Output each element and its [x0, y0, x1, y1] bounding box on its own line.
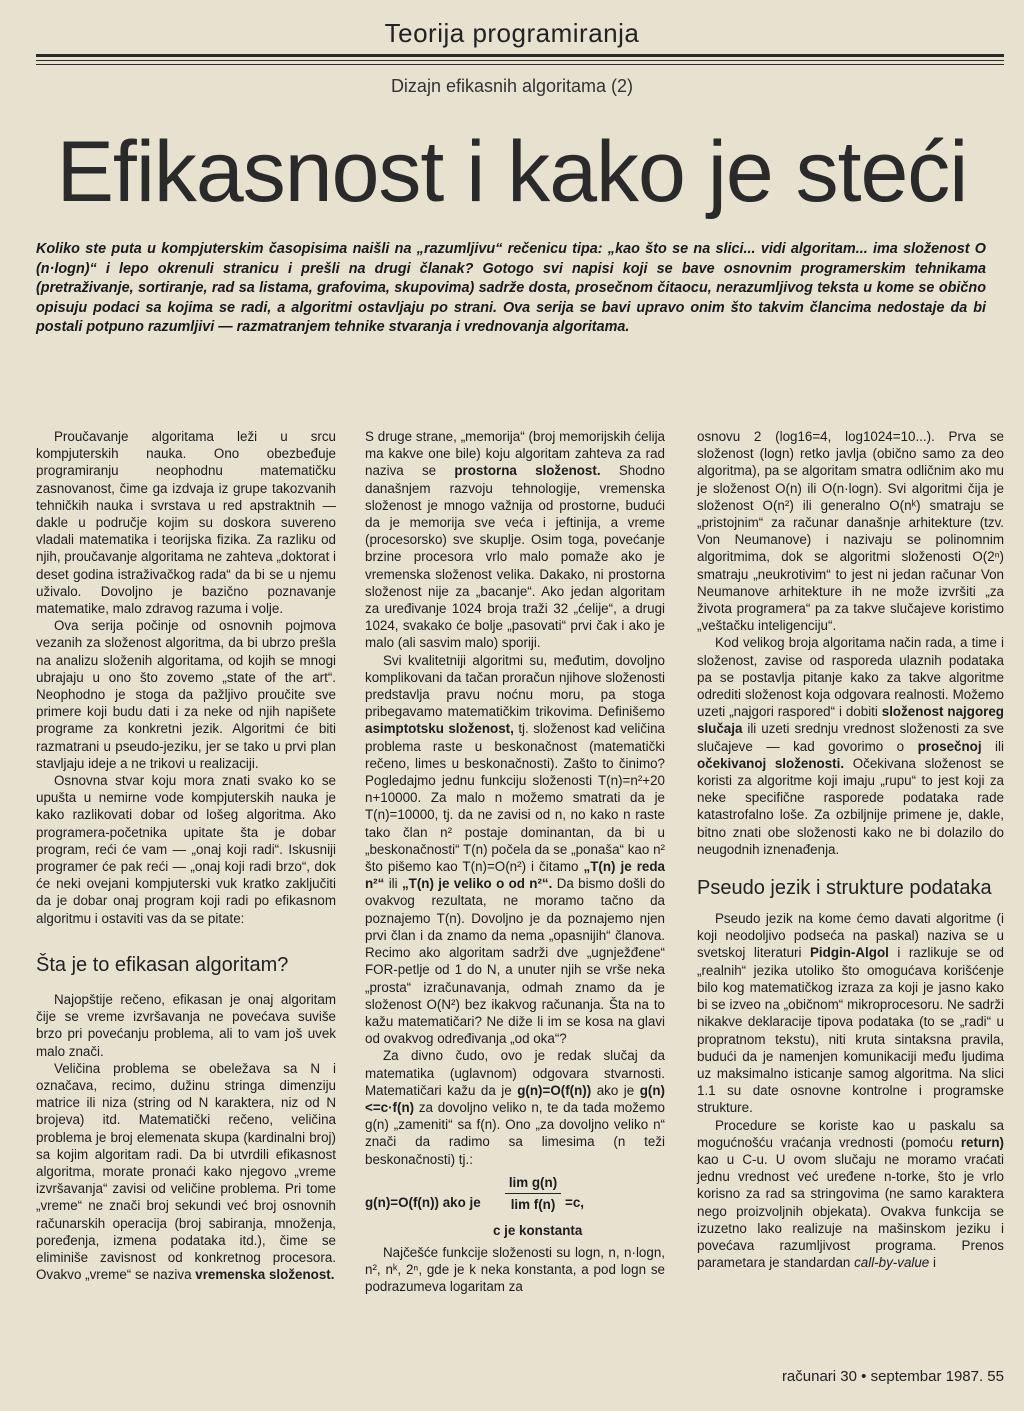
section-header: Teorija programiranja [384, 18, 640, 48]
paragraph [365, 652, 665, 1048]
text: i razlikuje se od „realnih“ jezika utoliko što omogućava korišćenje bilo kog matematičkog izraza za koji je jasno kako bi se izveo na „običnom“ mikroprocesoru. Ne sadrži nikakve deklaracije tipova podataka (to se „radi“ u propratnom tekstu), niti kruta sintaksna pravila, budući da je namenjen komunikaciji među ljudima uz maksimalno isticanje samog algoritma. Na slici 1.1 su date osnovne kontrolne i programske strukture. [697, 945, 1004, 1116]
article-subtitle: Dizajn efikasnih algoritama (2) [390, 76, 634, 96]
text: ili uzeti srednju vrednost složenosti za sve slučajeve — kad govorimo o [697, 721, 1004, 754]
text: S druge strane, „memorija“ (broj memorijskih ćelija ma kakve one bile) koju algoritam zahteva za rad naziva se [365, 429, 665, 479]
formula-lhs: g(n)=O(f(n)) ako je [365, 1194, 481, 1210]
bold-term: g(n)<=c·f(n) [365, 1082, 666, 1115]
header-rule [36, 64, 1004, 65]
text: ili [388, 876, 398, 892]
text: Za divno čudo, ovo je redak slučaj da matematika (uglavnom) odgovara stvarnosti. Matematičari kažu da je [365, 1048, 665, 1098]
text: ako je [596, 1082, 635, 1098]
text: Očekivana složenost se koristi za algoritme koji imaju „rupu“ to jest koji za neke specifične rasporede podataka rade katastrofalno loše. Za ozbiljnije primene je, dakle, bitno znati obe složenosti kako ne bi dolazilo do neugodnih iznenađenja. [697, 755, 1004, 857]
bold-term: očekivanoj složenosti. [697, 755, 845, 771]
bold-term: složenost najgoreg slučaja [697, 704, 1004, 737]
formula-constant: c je konstanta [493, 1222, 583, 1238]
text: Procedure se koriste kao u paskalu sa mogućnošću vraćanja vrednosti (pomoću [697, 1117, 1004, 1150]
text: i [933, 1255, 936, 1271]
bold-term: „T(n) je reda n²“ [365, 859, 665, 892]
limit-formula [365, 1172, 665, 1238]
paragraph [697, 634, 1004, 858]
paragraph [697, 1117, 1004, 1272]
page-footer: računari 30 • septembar 1987. 55 [781, 1368, 1004, 1385]
bold-term: prostorna složenost. [454, 463, 601, 479]
paragraph: Najopštije rečeno, efikasan je onaj algoritam čije se vreme izvršavanja ne povećava suviše brzo pri povećanju problema, ali to vam još uvek malo znači. [36, 991, 336, 1059]
section-heading: Šta je to efikasan algoritam? [36, 953, 289, 976]
article-title: Efikasnost i kako je steći [56, 124, 968, 220]
bold-term: prosečnoj [917, 738, 982, 754]
column-1 [36, 428, 336, 1283]
italic-term: call-by-value [854, 1255, 930, 1271]
header-rule [36, 60, 1004, 61]
paragraph: osnovu 2 (log16=4, log1024=10...). Prva se složenost (logn) retko javlja (obično samo za deo algoritma), pa se algoritam smatra odličnim ako mu je složenost O(n) ili O(n·logn). Svi algoritmi čija je složenost O(n²) ili generalno O(nᵏ) smatraju se „pristojnim“ za računar današnje arhitekture (tzv. Von Neumanove) i nazivaju se polinomnim algoritmima, dok se algoritmi složenosti O(2ⁿ) smatraju „neukrotivim“ to jest ni jedan računar Von Neumanove arhitekture ih ne može izvršiti „za života programera“ pa za takve slučajeve koristimo „veštačku inteligenciju“. [697, 429, 1004, 634]
paragraph [697, 910, 1004, 1116]
paragraph [365, 1047, 665, 1167]
bold-term: Pidgin-Algol [810, 945, 889, 961]
formula-rhs: =c, [565, 1194, 584, 1210]
column-2 [365, 428, 665, 1295]
bold-term: asimptotsku složenost, [365, 721, 514, 737]
bold-term: return) [960, 1134, 1004, 1150]
column-3 [697, 428, 1004, 1271]
formula-denominator: lim f(n) [510, 1196, 556, 1212]
lead-paragraph: Koliko ste puta u kompjuterskim časopisima naišli na „razumljivu“ rečenicu tipa: „kao što se na slici... vidi algoritam... ima složenost O (n·logn)“ i lepo okrenuli stranicu i prešli na drugi članak? Gotogo svi napisi koji se bave osnovnim programerskim tehnikama (pretraživanje, sortiranje, rad sa listama, grafovima, skupovima) sadrže dosta, prosečnom čitaocu, nerazumljivog teksta u kome se obično opisuju podaci sa kojima se radi, a algoritmi ostavljaju po strani. Ova serija se bavi upravo onim što takvim člancima nedostaje da bi postali potpuno razumljivi — razmatranjem tehnike stvaranja i vrednovanja algoritama. [36, 241, 986, 336]
text: tj. složenost kad veličina problema raste u beskonačnost (matematički rečeno, limes u beskonačnosti). Zašto to činimo? Pogledajmo jednu funkciju složenosti T(n)=n²+20 n+10000. Za malo n možemo smatrati da je T(n)=10000, tj. da ne zavisi od n, no kako n raste tako član n² postaje dominantan, da bi u „beskonačnosti“ T(n) počela da se „ponaša“ kao n² što pišemo kao T(n)=O(n²) i čitamo [365, 721, 665, 875]
bold-term: „T(n) je veliko o od n²“. [401, 876, 553, 892]
text: Shodno današnjem razvoju tehnologije, vremenska složenost je mnogo važnija od prostorne, budući da je memorija sve veća i jeftinija, a vreme (procesorsko) sve skuplje. Osim toga, povećanje brzine procesora vrlo malo pomaže ako je vremenska složenost velika. Dakako, ni prostorna složenost nije za „bacanje“. Ako jedan algoritam za uređivanje 1024 broja traži 32 „ćelije“, a drugi 1024, svakako će bolje „pasovati“ prvi čak i ako je malo (ali sasvim malo) sporiji. [365, 463, 665, 651]
bold-term: vremenska složenost. [195, 1267, 335, 1283]
text: Svi kvalitetniji algoritmi su, međutim, dovoljno komplikovani da tačan proračun njihove složenosti predstavlja pravu noćnu moru, pa stoga pribegavamo matematičkim trikovima. Definišemo [365, 652, 665, 720]
text: Veličina problema se obeležava sa N i označava, recimo, dužinu stringa dimenziju matrice ili niza (string od N karaktera, niz od N brojeva) itd. Matematički rečeno, veličina problema je broj elemenata skupa (kardinalni broj) sa kojim algoritam radi. Da bi utvrdili efikasnost algoritma, morate pronaći kako njegovo „vreme izvršavanja“ zavisi od veličine problema. Pri tome „vreme“ ne znači broj sekundi već broj osnovnih računarskih operacija (broj sabiranja, množenja, poređenja, izmena podataka itd.), čime se eliminiše zavisnost od konkretnog procesora. Ovakvo „vreme“ se naziva [36, 1060, 336, 1283]
paragraph [36, 1060, 336, 1284]
header-rule [36, 54, 1004, 57]
section-heading: Pseudo jezik i strukture podataka [697, 877, 992, 900]
paragraph [365, 428, 665, 652]
text: Kod velikog broja algoritama način rada, a time i složenost, zavise od rasporeda ulaznih podataka pa se postavlja pitanje kako za takve algoritme odrediti složenost koja odgovara realnosti. Možemo uzeti „najgori raspored“ i dobiti [697, 635, 1004, 720]
paragraph: Najčešće funkcije složenosti su logn, n, n·logn, n², nᵏ, 2ⁿ, gde je k neka konstanta, a pod logn se podrazumeva logaritam za [365, 1244, 665, 1295]
bold-term: g(n)=O(f(n)) [517, 1082, 592, 1098]
text: kao u C-u. U ovom slučaju ne moramo vraćati jednu vrednost već uređene n-torke, što je vrlo korisno za rad sa stringovima (ne samo karaktera nego proizvoljnih objekata). Ovakva funkcija se izuzetno lako realizuje na mašinskom jeziku i povećava razumljivost programa. Prenos parametara je standardan [697, 1151, 1004, 1271]
formula-fraction [505, 1174, 561, 1213]
paragraph: Ova serija počinje od osnovnih pojmova vezanih za složenost algoritma, da bi ubrzo prešla na analizu složenih algoritama, od kojih se mnogi ubrajaju u ono što zovemo „state of the art“. Neophodno je stoga da pažljivo proučite sve primere koji budu dati i za neke od njih napišete programe za konkretni jezik. Algoritmi će biti razmatrani u pseudo-jeziku, jer se tako u prvi plan stavljaju ideje a ne trikovi u realizaciji. [36, 618, 336, 771]
paragraph: Osnovna stvar koju mora znati svako ko se upušta u nemirne vode kompjuterskih nauka je kako razlikovati dobar od lošeg algoritma. Ako programera-početnika upitate šta je dobar program, reći će vam — „onaj koji radi“. Iskusniji programer će pak reći — „onaj koji radi brzo“, dok će neki ovejani kompjuterski vuk kratko zaključiti da je dobar onaj program koji radi po efikasnom algoritmu i ostaviti vas da se pitate: [36, 773, 336, 926]
text: ili [995, 738, 1004, 754]
text: Pseudo jezik na kome ćemo davati algoritme (i koji neodoljivo podseća na paskal) naziva se u svetskoj literaturi [697, 911, 1004, 961]
text: za dovoljno veliko n, te da tada možemo g(n) „zameniti“ sa f(n). Ono „za dovoljno veliko n“ znači da radimo sa limesima (n teži beskonačnosti) tj.: [365, 1099, 665, 1167]
formula-numerator: lim g(n) [505, 1174, 561, 1194]
text: Da bismo došli do ovakvog rezultata, ne moramo tačno da poznajemo T(n). Dovoljno je da poznajemo njen prvi član i da znamo da nema „opasnijih“ članova. Recimo ako algoritam sadrži dve „ugnježđene“ FOR-petlje od 1 do N, a unuter njih se vrše neka „prosta“ izračunavanja, odmah znamo da je složenost O(N²) bez ikakvog računanja. Šta na to kažu matematičari? Ne diže li im se kosa na glavi od ovakvog određivanja „od oka“? [365, 876, 665, 1047]
paragraph: Proučavanje algoritama leži u srcu kompjuterskih nauka. Ono obezbeđuje programiranju neophodnu matematičku zasnovanost, čime ga izdvaja iz grupe takozvanih tehničkih nauka i svrstava u red apstraktnih — dakle u područje kojim su doskora suvereno vladali matematika i teorijska fizika. Za razliku od njih, proučavanje algoritama ne zahteva „doktorat i deset godina istraživačkog rada“ da bi se u njemu uživalo. Dovoljno je bazično poznavanje matematike, malo zdravog razuma i volje. [36, 429, 336, 617]
